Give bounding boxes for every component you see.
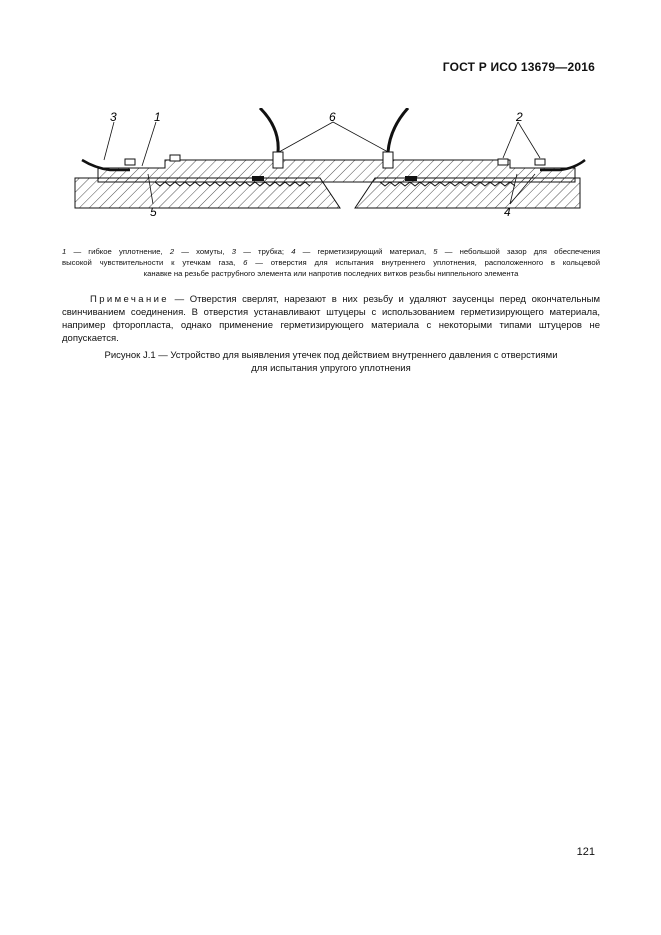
page-number: 121 xyxy=(576,846,595,858)
sealant-left xyxy=(252,176,264,181)
lower-wall xyxy=(75,178,340,208)
fitting-tube-left xyxy=(260,108,278,152)
caption-line-2: для испытания упругого уплотнения xyxy=(251,363,411,374)
callout-3: 3 xyxy=(110,110,117,124)
figure-legend: 1 — гибкое уплотнение, 2 — хомуты, 3 — трубка; 4 — герметизирующий материал, 5 — небольшой зазор для обеспечения высокой чувствительности к утечкам газа, 6 — отверстия для испытания внутреннего уплотнения, расположенного в кольцевой канавке на резьбе раструбного элемента или напротив последних витков резьбы ниппельного элемента xyxy=(62,247,601,278)
note-heading: Примечание xyxy=(90,294,169,305)
callout-4: 4 xyxy=(504,205,511,219)
caption-line-1: Рисунок J.1 — Устройство для выявления утечек под действием внутреннего давления с отверстиями xyxy=(104,350,558,361)
callout-2: 2 xyxy=(516,110,523,124)
sealant-right xyxy=(405,176,417,181)
clamp-left-1 xyxy=(125,159,135,165)
callout-1: 1 xyxy=(154,110,161,124)
clamp-right-1 xyxy=(498,159,508,165)
callout-6: 6 xyxy=(329,110,336,124)
fitting-left xyxy=(273,152,283,168)
clamp-left-2 xyxy=(170,155,180,161)
note-text: — Отверстия сверлят, нарезают в них резьбу и удаляют заусенцы перед окончательным свинчиванием соединения. В отверстия устанавливают штуцеры с использованием герметизирующего материала, например фторопласта, однако применение герметизирующего материала с некоторыми типами штуцеров не допускается. xyxy=(62,294,600,344)
fitting-right xyxy=(383,152,393,168)
callout-5: 5 xyxy=(150,205,157,219)
figure-caption xyxy=(62,349,600,375)
clamp-right-2 xyxy=(535,159,545,165)
standard-header: ГОСТ Р ИСО 13679—2016 xyxy=(442,60,595,74)
figure-note xyxy=(62,293,600,345)
leak-detection-drawing xyxy=(70,108,595,228)
fitting-tube-right xyxy=(388,108,408,152)
